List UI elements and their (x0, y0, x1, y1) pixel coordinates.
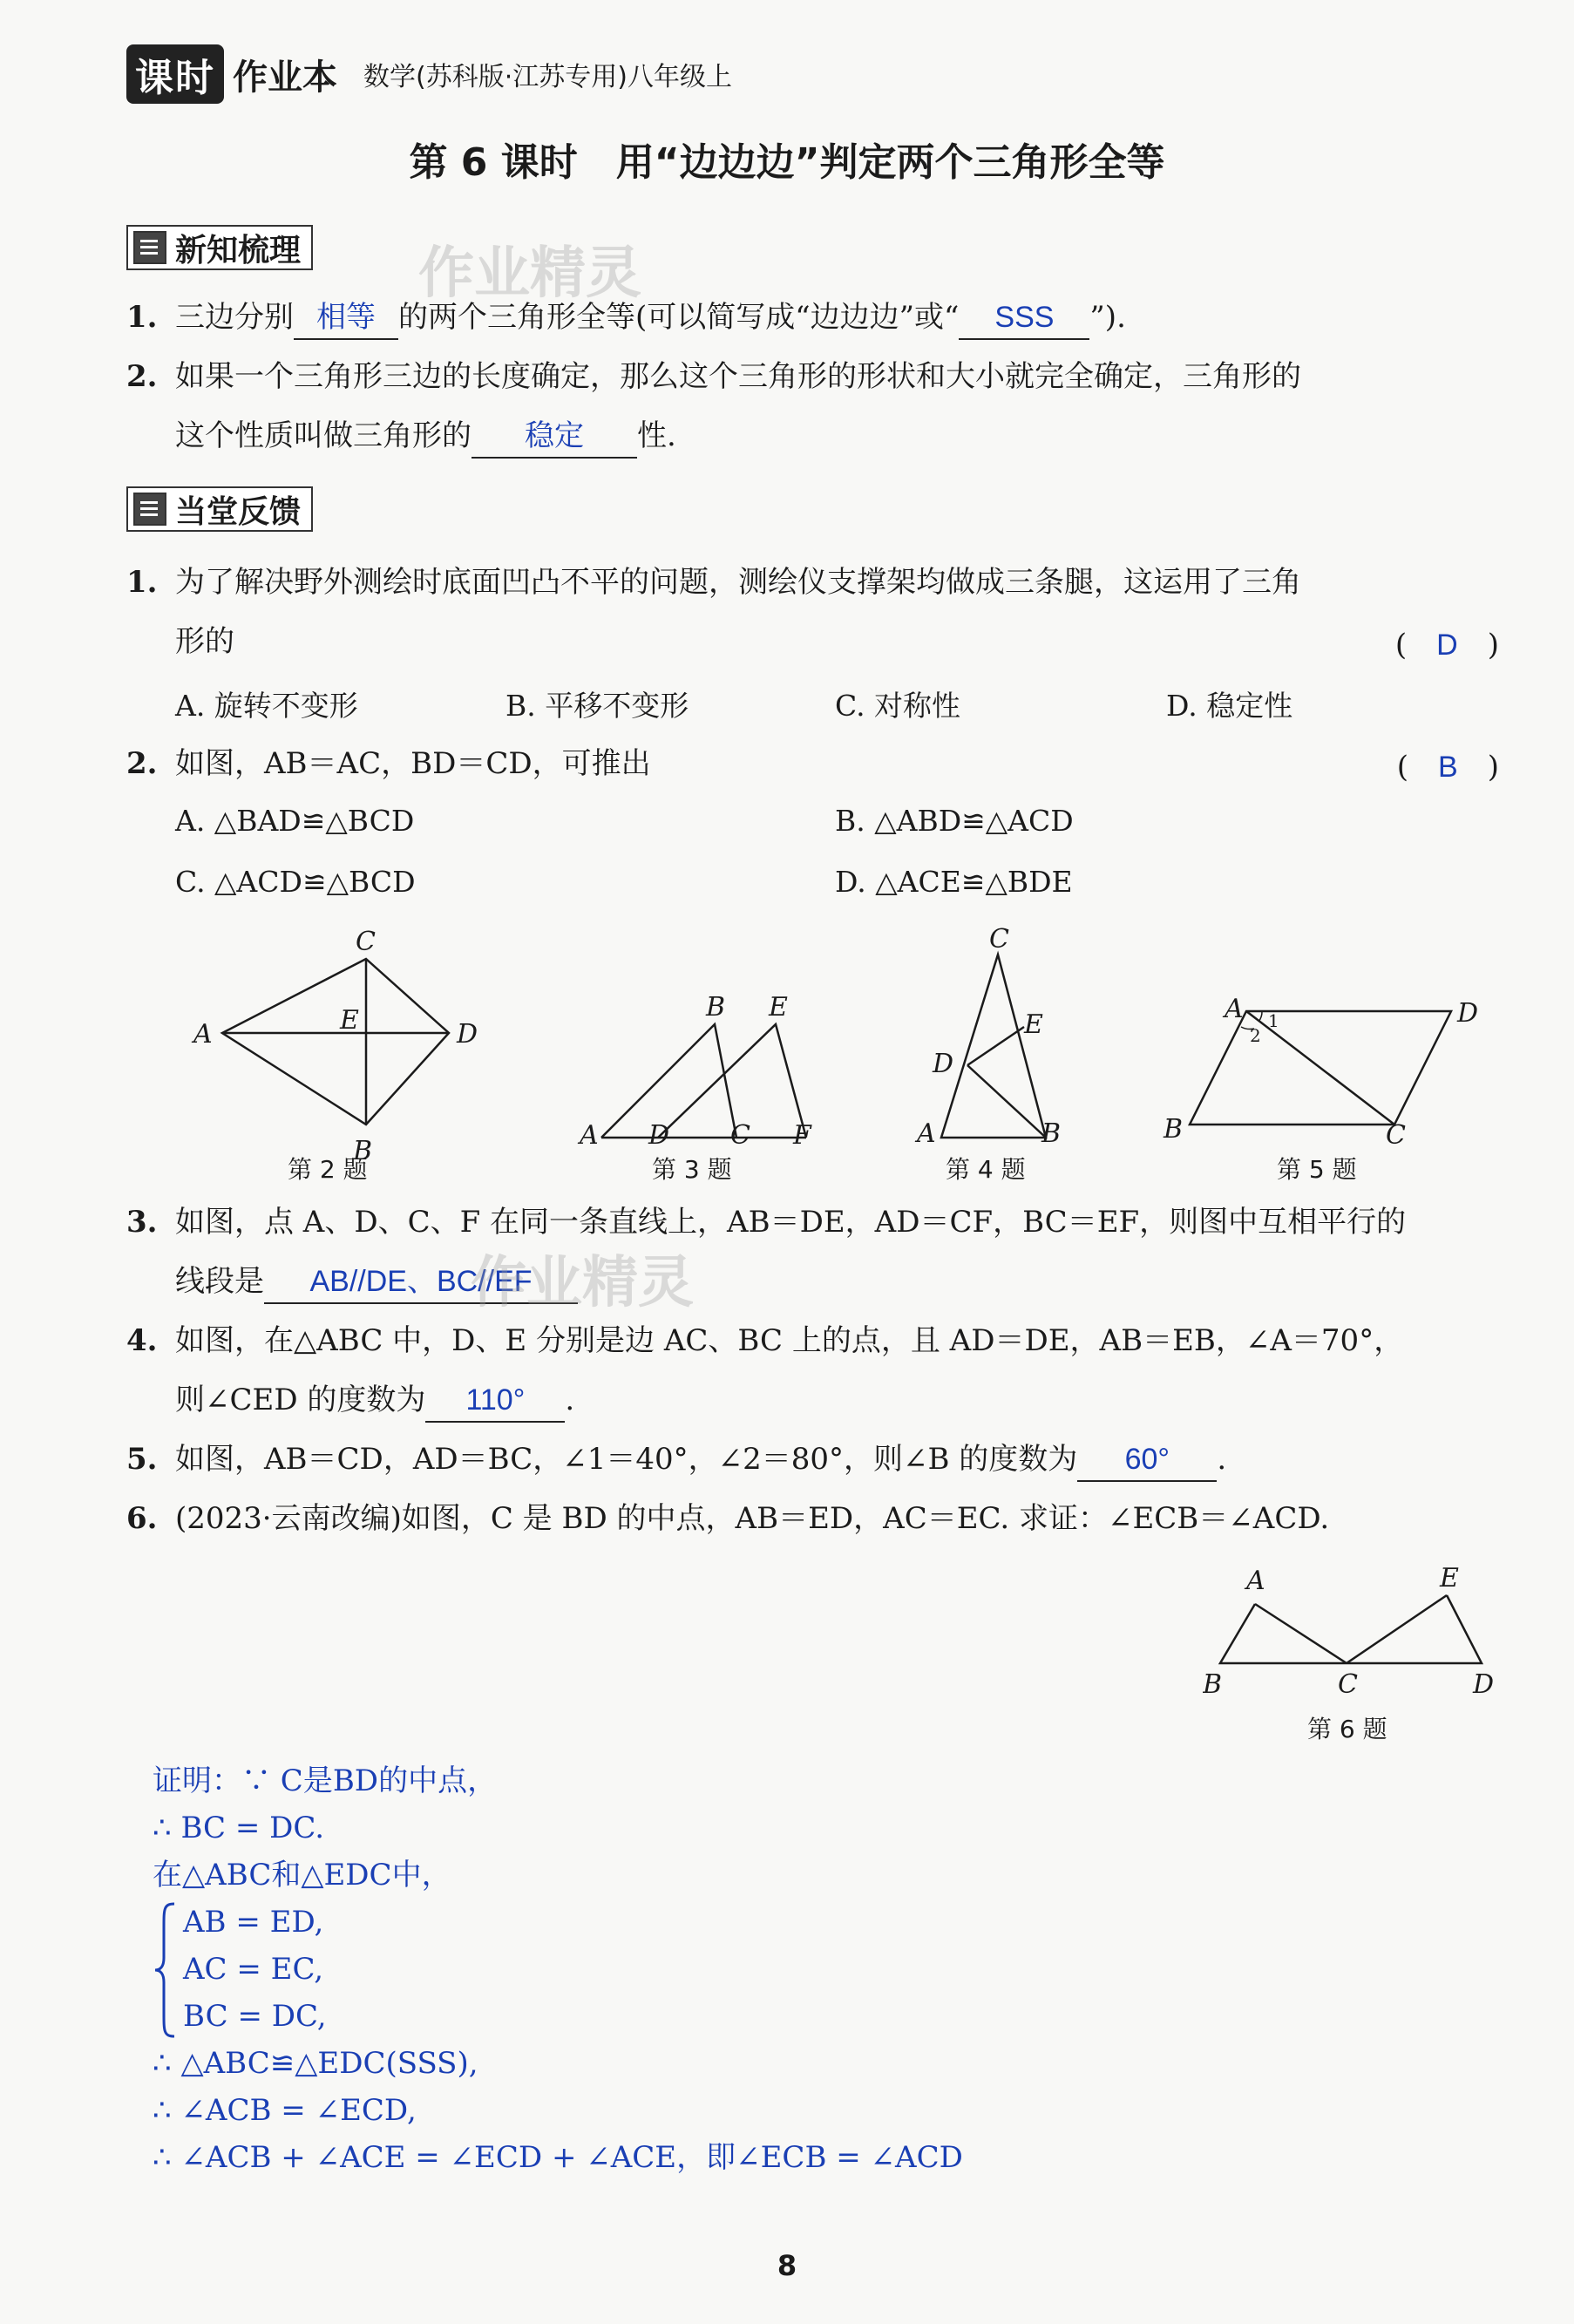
fig3-label: B (706, 992, 726, 1023)
fig4-label: C (989, 924, 1009, 955)
s2-question-3: 3. 如图，点 A、D、C、F 在同一条直线上，AB＝DE，AD＝CF，BC＝EF，则图中互相平行的 (126, 1205, 1407, 1240)
subject: 数学(苏科版·江苏专用)八年级上 (363, 62, 732, 92)
proof-line: ∴ BC = DC. (153, 1811, 325, 1845)
proof-line: ∴ ∠ACB = ∠ECD, (153, 2093, 417, 2128)
brace-icon (153, 1900, 178, 2040)
answer-blank: AB//DE、BC//EF (264, 1261, 578, 1304)
proof-line: BC = DC, (183, 1999, 327, 2034)
choice-answer-1: ( D ) (1394, 628, 1499, 663)
answer-blank: SSS (959, 296, 1089, 340)
option-d: D. 稳定性 (1166, 689, 1293, 723)
fig4-label: A (917, 1118, 936, 1149)
section-header-feedback: 当堂反馈 (126, 486, 313, 532)
logo: 课时 (126, 44, 224, 104)
section-header-new-knowledge: 新知梳理 (126, 225, 313, 270)
header (126, 44, 732, 105)
fig6-label: A (1246, 1566, 1265, 1596)
option-b: B. △ABD≌△ACD (835, 804, 1074, 838)
answer-blank: 稳定 (472, 415, 637, 459)
s2-question-2: 2. 如图，AB＝AC，BD＝CD，可推出 (126, 746, 651, 781)
option-a: A. 旋转不变形 (175, 689, 358, 723)
fig5-label: D (1457, 998, 1479, 1029)
s2-question-3-line2: 线段是 AB//DE、BC//EF (175, 1261, 578, 1304)
s2-question-1-line2: 形的 (175, 624, 234, 659)
figure-caption: 第 6 题 (1307, 1715, 1387, 1743)
figure-caption: 第 2 题 (288, 1155, 368, 1184)
fig6-label: B (1203, 1669, 1223, 1700)
fig2-label: A (193, 1019, 213, 1050)
figure-6 (1203, 1552, 1499, 1709)
s2-question-4-line2: 则∠CED 的度数为 110° . (175, 1379, 574, 1423)
s2-question-5: 5. 如图，AB＝CD，AD＝BC，∠1＝40°，∠2＝80°，则∠B 的度数为 60° . (126, 1438, 1226, 1482)
fig4-label: D (933, 1049, 954, 1079)
fig2-label: C (356, 927, 376, 957)
fig3-label: C (730, 1120, 750, 1151)
fig5-angle-label: 1 (1268, 1010, 1279, 1031)
fig3-label: F (793, 1120, 811, 1151)
fig2-label: D (457, 1019, 478, 1050)
choice-answer-2: ( B ) (1396, 750, 1499, 785)
s1-question-2: 2. 如果一个三角形三边的长度确定，那么这个三角形的形状和大小就完全确定，三角形的 (126, 359, 1301, 394)
answer-blank: 60° (1077, 1438, 1217, 1482)
fig3-label: A (580, 1120, 599, 1151)
list-icon (133, 231, 166, 264)
option-d: D. △ACE≌△BDE (835, 865, 1073, 899)
watermark: 作业精灵 (418, 241, 641, 306)
proof-line: 证明：∵ C是BD的中点， (153, 1763, 498, 1798)
proof-line: AB = ED, (183, 1905, 324, 1940)
s2-question-6: 6. (2023·云南改编)如图，C 是 BD 的中点，AB＝ED，AC＝EC. 求证：∠ECB＝∠ACD. (126, 1501, 1330, 1536)
proof-line: ∴ ∠ACB + ∠ACE = ∠ECD + ∠ACE，即∠ECB = ∠ACD (153, 2140, 963, 2175)
s2-question-4: 4. 如图，在△ABC 中，D、E 分别是边 AC、BC 上的点，且 AD＝DE，AB＝EB，∠A＝70°， (126, 1323, 1404, 1358)
fig3-label: E (769, 992, 788, 1023)
answer-blank: 110° (425, 1379, 565, 1423)
watermark: 作业精灵 (471, 1251, 694, 1315)
option-c: C. 对称性 (835, 689, 961, 723)
page-number: 8 (777, 2249, 797, 2282)
option-b: B. 平移不变形 (505, 689, 689, 723)
fig5-label: B (1164, 1114, 1184, 1145)
figure-caption: 第 5 题 (1277, 1155, 1357, 1184)
option-c: C. △ACD≌△BCD (175, 865, 416, 899)
proof-line: AC = EC, (183, 1952, 324, 1987)
answer-blank: 相等 (294, 296, 398, 340)
fig2-label: B (353, 1136, 373, 1166)
fig6-label: E (1440, 1563, 1459, 1594)
fig2-label: E (340, 1005, 359, 1036)
fig6-label: D (1473, 1669, 1495, 1700)
figure-caption: 第 3 题 (652, 1155, 732, 1184)
fig4-label: E (1024, 1009, 1043, 1040)
fig5-label: C (1386, 1120, 1406, 1151)
s1-question-1: 1. 三边分别 相等 的两个三角形全等(可以简写成“边边边”或“ SSS ”). (126, 296, 1126, 340)
brand: 作业本 (233, 57, 337, 98)
fig5-angle-label: 2 (1250, 1025, 1261, 1046)
fig6-label: C (1338, 1669, 1358, 1700)
proof-line: 在△ABC和△EDC中， (153, 1858, 451, 1892)
proof-line: ∴ △ABC≌△EDC(SSS), (153, 2046, 478, 2081)
option-a: A. △BAD≌△BCD (175, 804, 415, 838)
fig2-quad (222, 959, 449, 1125)
s1-question-2-line2: 这个性质叫做三角形的 稳定 性. (175, 415, 676, 459)
page-title: 第 6 课时 用“边边边”判定两个三角形全等 (409, 140, 1165, 185)
s2-question-1: 1. 为了解决野外测绘时底面凹凸不平的问题，测绘仪支撑架均做成三条腿，这运用了三角 (126, 565, 1301, 600)
fig4-triangle (941, 955, 1046, 1138)
fig5-label: A (1225, 994, 1244, 1024)
fig4-label: B (1041, 1118, 1062, 1149)
figure-caption: 第 4 题 (946, 1155, 1026, 1184)
pencil-icon (133, 493, 166, 526)
fig3-label: D (648, 1120, 670, 1151)
